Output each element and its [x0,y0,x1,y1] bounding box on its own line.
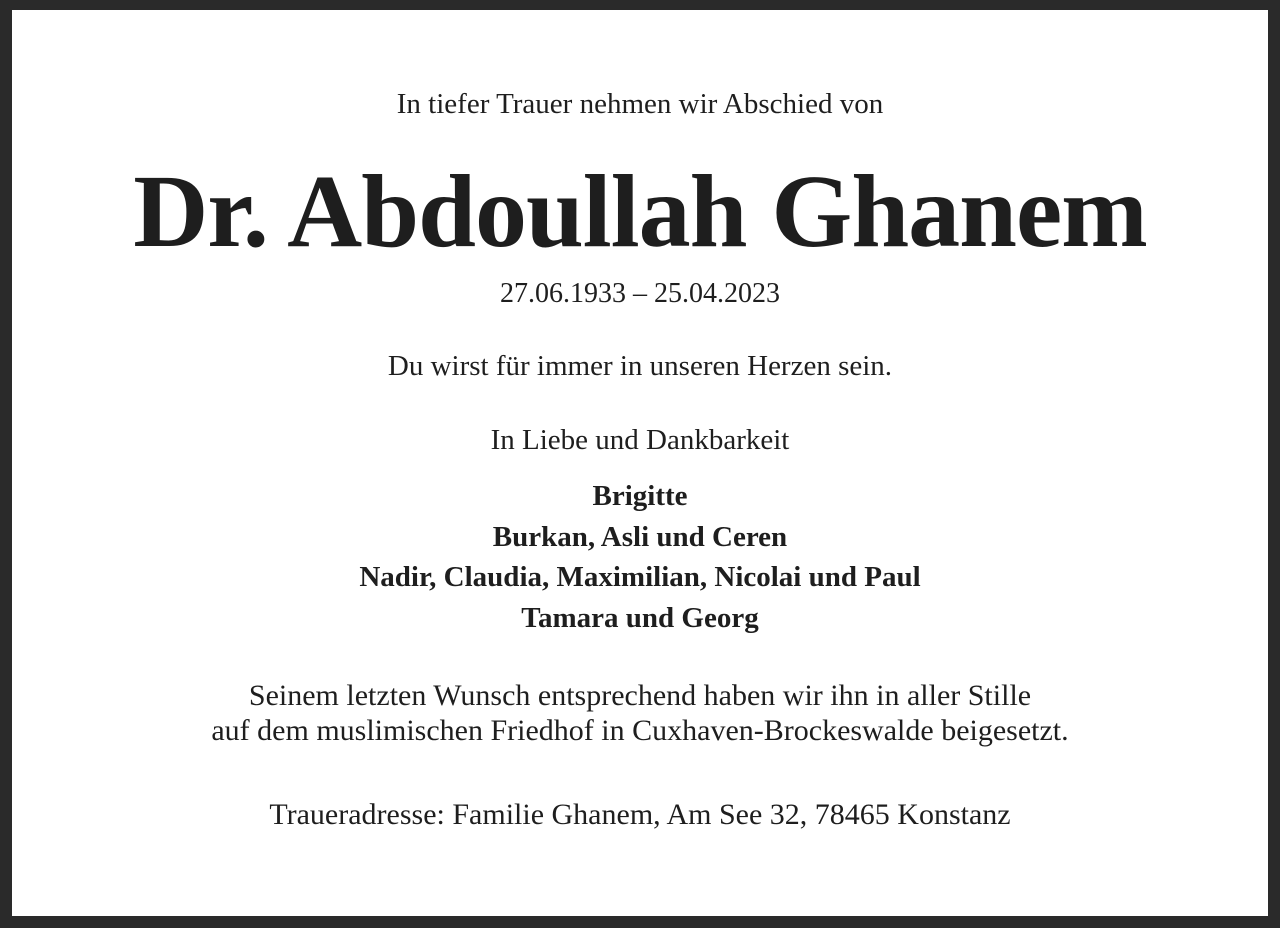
family-member: Tamara und Georg [521,601,759,634]
deceased-name: Dr. Abdoullah Ghanem [133,154,1147,269]
closing-phrase: In Liebe und Dankbarkeit [490,424,790,456]
memorial-motto: Du wirst für immer in unseren Herzen sein. [387,350,893,382]
burial-line-2: auf dem muslimischen Friedhof in Cuxhaven-Brockeswalde beigesetzt. [211,714,1069,747]
family-member: Nadir, Claudia, Maximilian, Nicolai und Paul [359,561,921,593]
burial-note [12,678,1268,748]
obituary-notice [12,10,1268,916]
family-member: Burkan, Asli und Ceren [492,520,788,553]
life-dates: 27.06.1933 – 25.04.2023 [500,278,780,309]
family-member: Brigitte [592,480,688,512]
burial-line-1: Seinem letzten Wunsch entsprechend haben wir ihn in aller Stille [248,679,1032,712]
mourning-address: Traueradresse: Familie Ghanem, Am See 32, 78465 Konstanz [269,798,1011,831]
intro-text: In tiefer Trauer nehmen wir Abschied von [396,88,884,120]
family-list [12,476,1268,638]
